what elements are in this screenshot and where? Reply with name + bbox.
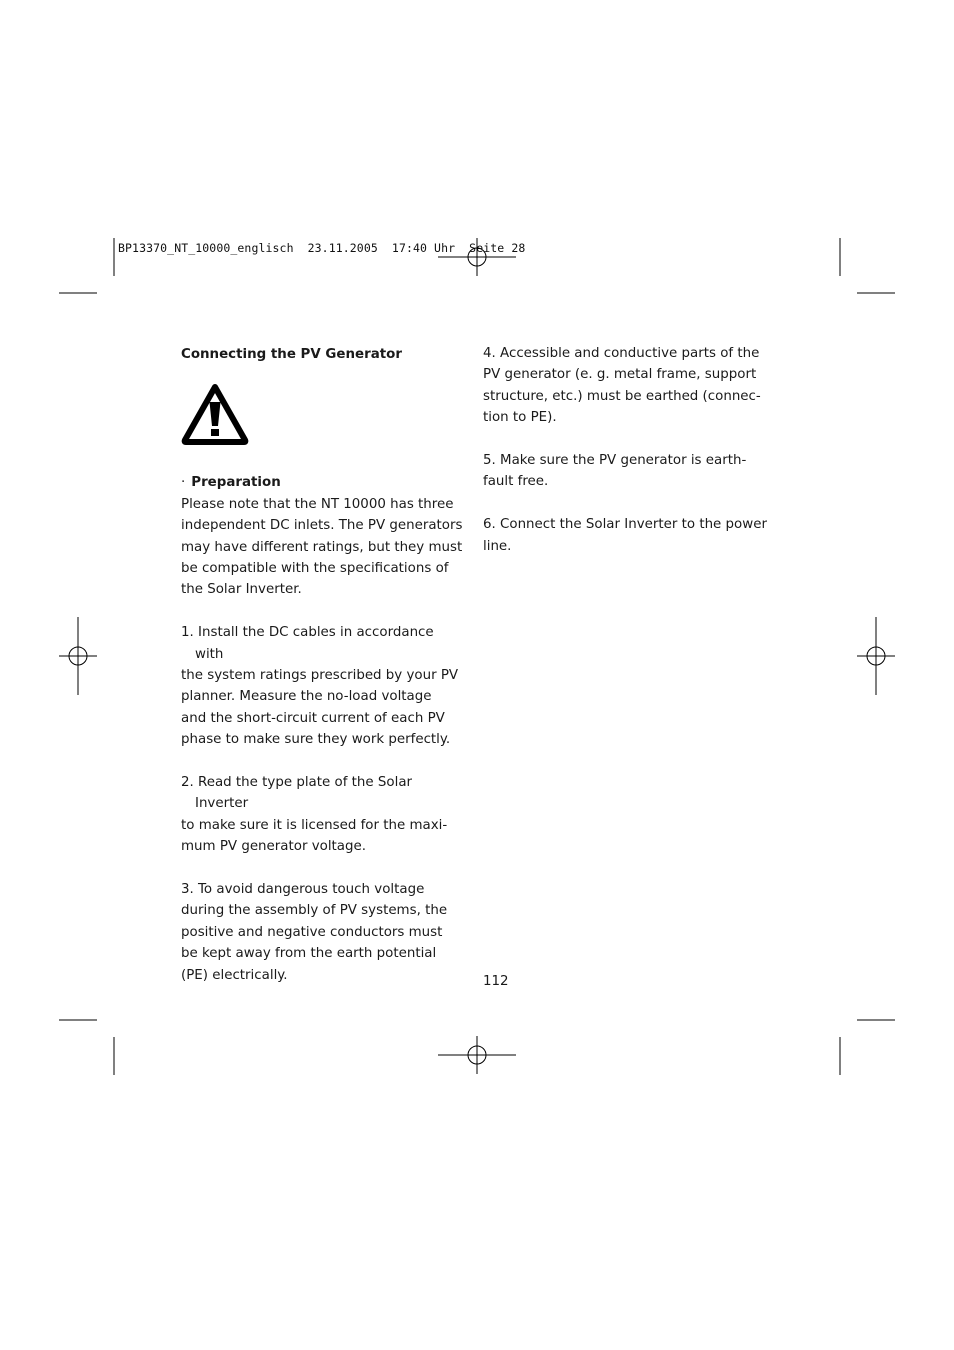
step-line: PV generator (e. g. metal frame, support bbox=[483, 367, 757, 383]
registration-mark-left-icon bbox=[59, 617, 97, 695]
step-line: line. bbox=[483, 538, 512, 554]
step-line: 2. Read the type plate of the Solar Inverter bbox=[181, 775, 413, 812]
step-line: planner. Measure the no-load voltage bbox=[181, 689, 432, 705]
step-line: 4. Accessible and conductive parts of the bbox=[483, 346, 760, 361]
step-line: 1. Install the DC cables in accordance with bbox=[181, 625, 434, 662]
step-item-4 bbox=[483, 343, 773, 429]
registration-mark-bottom-icon bbox=[438, 1036, 516, 1074]
preparation-line: be compatible with the specifications of bbox=[181, 561, 449, 577]
steps-list-left bbox=[181, 622, 466, 986]
step-line: during the assembly of PV systems, the bbox=[181, 903, 448, 919]
warning-triangle-icon bbox=[181, 383, 249, 445]
preparation-title: Preparation bbox=[191, 475, 281, 491]
step-line: positive and negative conductors must bbox=[181, 924, 443, 940]
step-line: 3. To avoid dangerous touch voltage bbox=[181, 882, 425, 898]
registration-mark-top-icon bbox=[438, 238, 516, 276]
step-line: tion to PE). bbox=[483, 410, 557, 426]
step-item-1 bbox=[181, 622, 466, 750]
preparation-line: independent DC inlets. The PV generators bbox=[181, 518, 463, 534]
step-item-3 bbox=[181, 879, 466, 986]
preparation-paragraph bbox=[181, 494, 466, 601]
step-line: structure, etc.) must be earthed (connec- bbox=[483, 388, 761, 404]
page-number: 112 bbox=[483, 974, 509, 989]
step-item-5 bbox=[483, 450, 773, 493]
bullet-dot: · bbox=[181, 475, 186, 491]
step-line: 5. Make sure the PV generator is earth- bbox=[483, 453, 747, 469]
step-line: the system ratings prescribed by your PV bbox=[181, 668, 459, 684]
step-item-6 bbox=[483, 514, 773, 557]
preparation-line: the Solar Inverter. bbox=[181, 582, 302, 598]
steps-list-right bbox=[483, 343, 773, 557]
registration-mark-right-icon bbox=[857, 617, 895, 695]
step-line: be kept away from the earth potential bbox=[181, 946, 437, 962]
step-line: mum PV generator voltage. bbox=[181, 839, 366, 855]
preparation-line: Please note that the NT 10000 has three bbox=[181, 496, 454, 512]
step-line: and the short-circuit current of each PV bbox=[181, 710, 445, 726]
preparation-line: may have different ratings, but they must bbox=[181, 539, 463, 555]
print-header: BP13370_NT_10000_englisch 23.11.2005 17:40 Uhr Seite 28 bbox=[118, 241, 526, 255]
preparation-heading bbox=[181, 472, 466, 493]
step-line: to make sure it is licensed for the maxi- bbox=[181, 817, 448, 833]
step-line: 6. Connect the Solar Inverter to the power bbox=[483, 517, 767, 533]
left-column bbox=[181, 344, 466, 1008]
step-line: phase to make sure they work perfectly. bbox=[181, 732, 451, 748]
step-line: fault free. bbox=[483, 474, 549, 490]
step-line: (PE) electrically. bbox=[181, 967, 288, 983]
step-item-2 bbox=[181, 772, 466, 858]
section-title: Connecting the PV Generator bbox=[181, 347, 402, 362]
right-column bbox=[483, 343, 773, 578]
